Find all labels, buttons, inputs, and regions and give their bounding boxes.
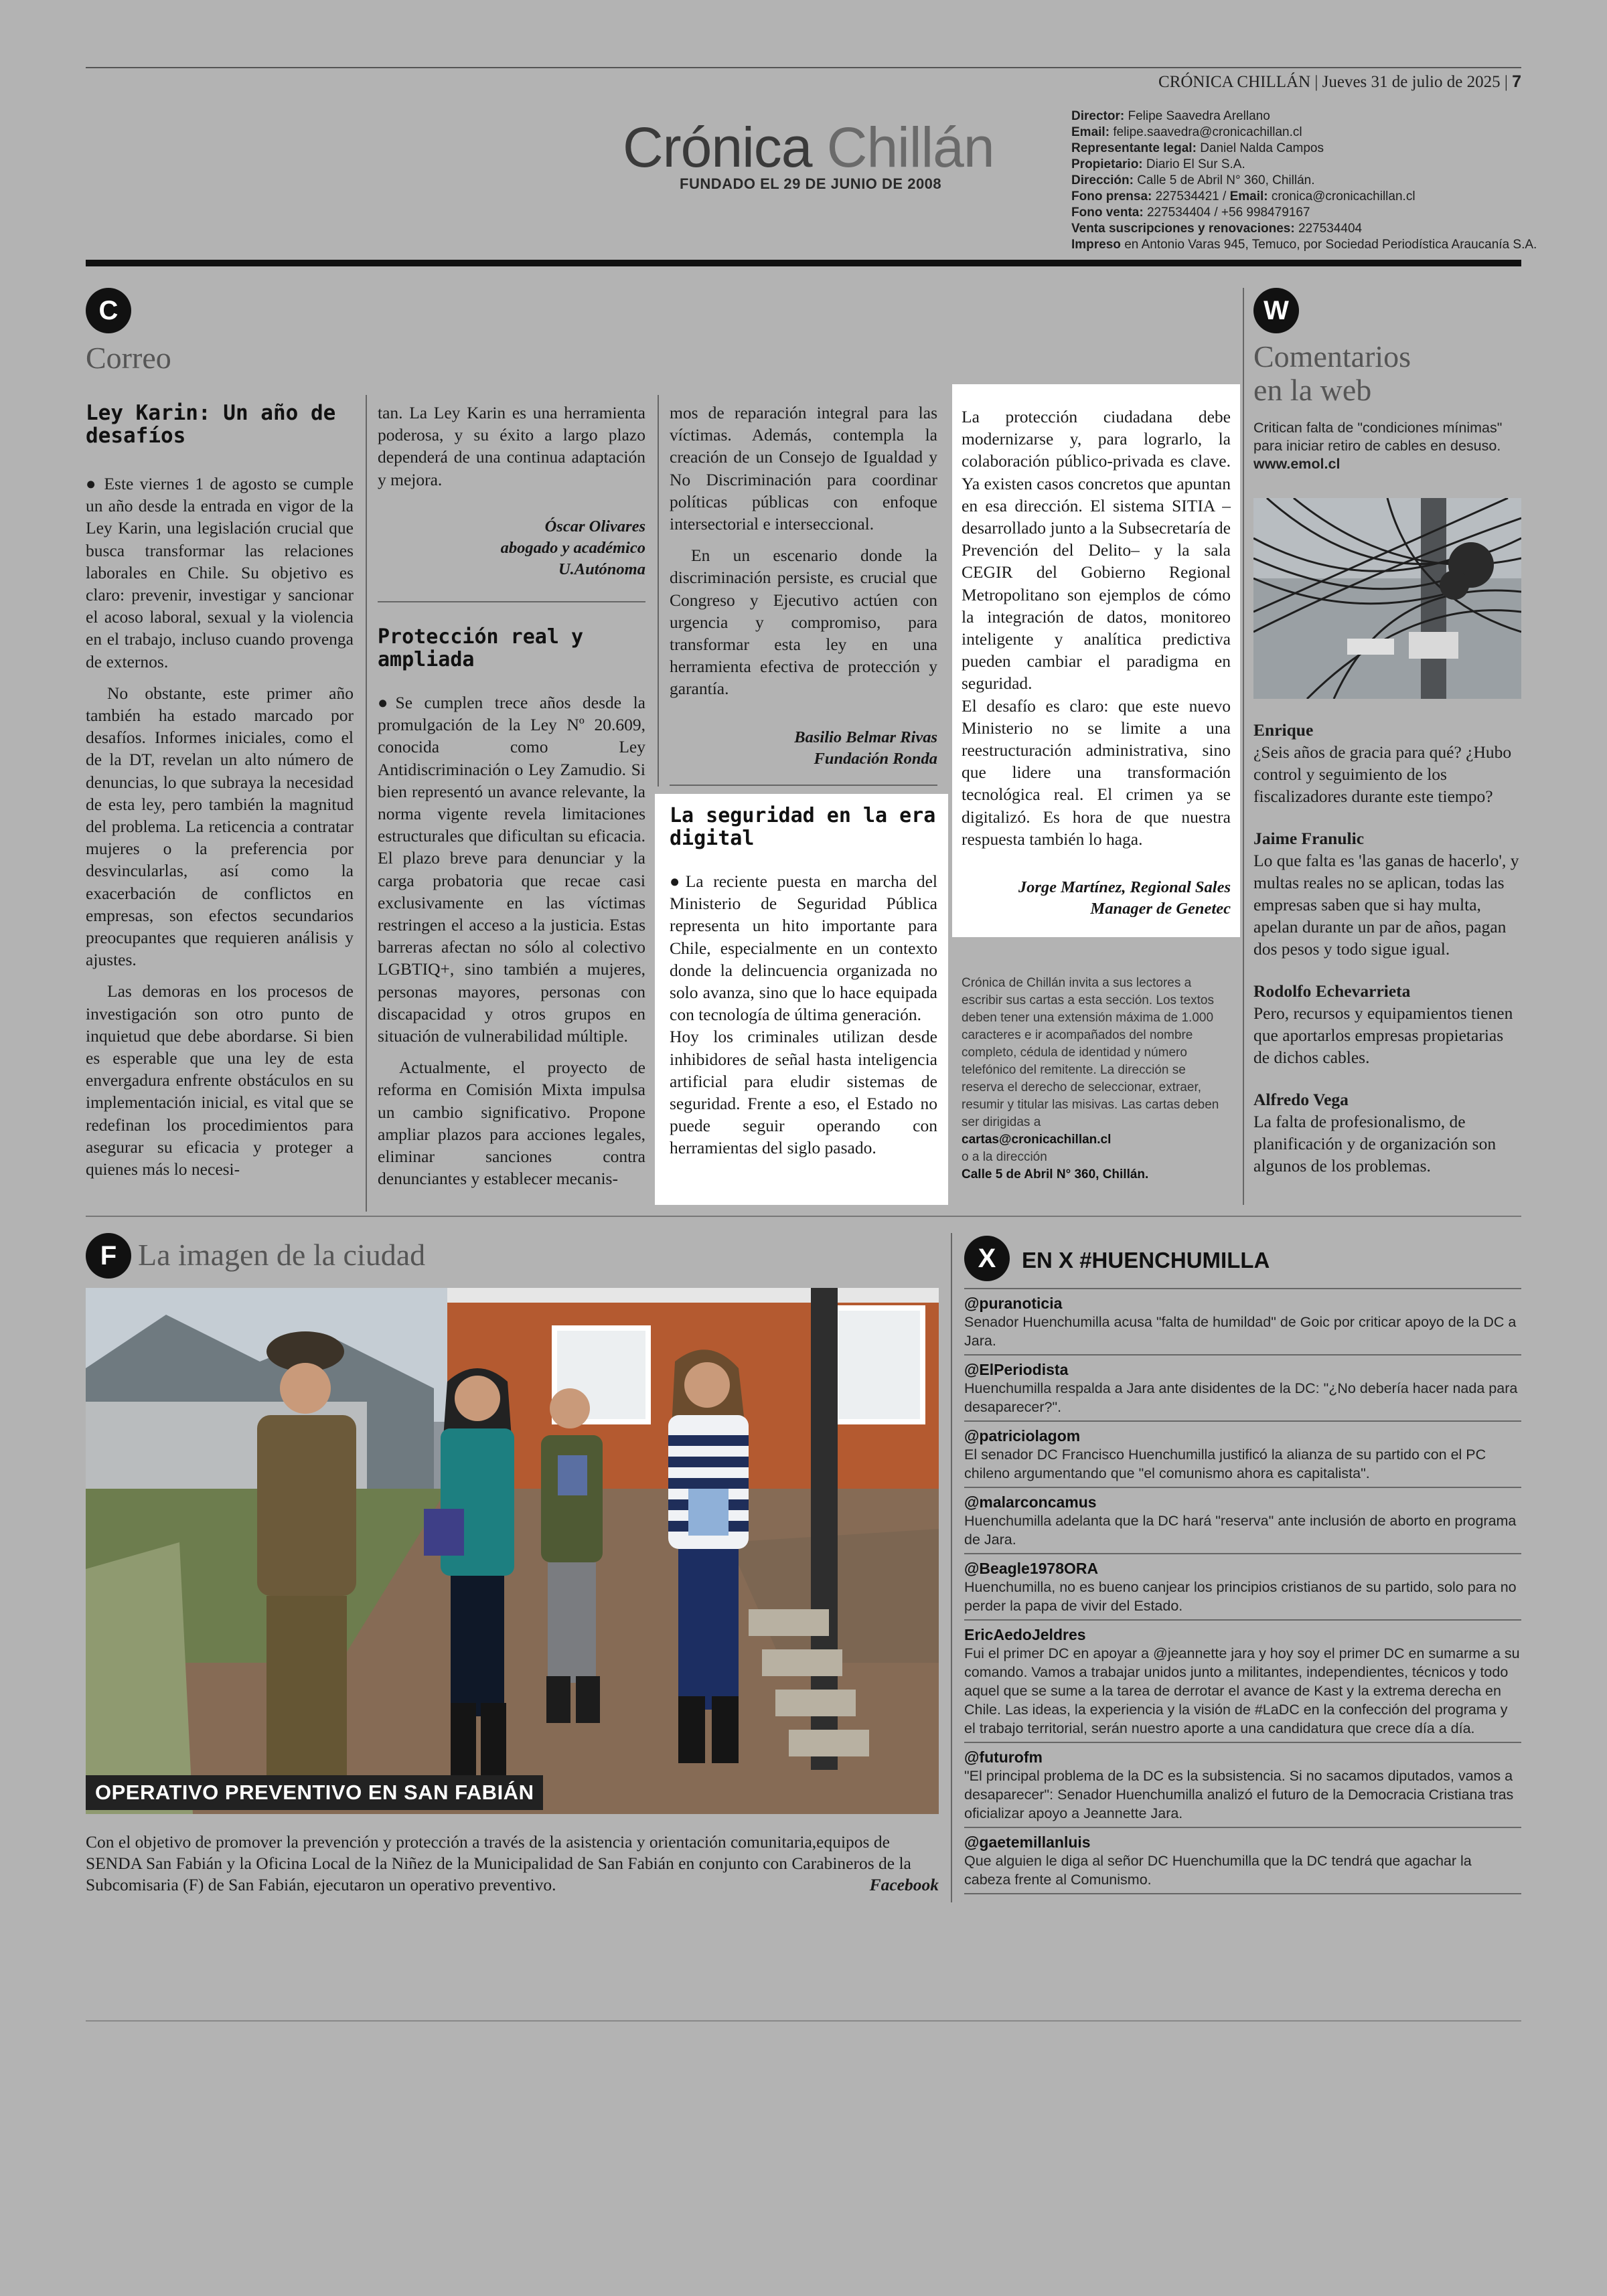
letter-body: [670, 870, 937, 1159]
tweet-text: Huenchumilla respalda a Jara ante disidentes de la DC: "¿No debería hacer nada para desaparecer?".: [964, 1379, 1521, 1422]
notice-email: cartas@cronicachillan.cl: [962, 1133, 1112, 1147]
letter-body: [378, 402, 645, 491]
masthead-printed: Impreso en Antonio Varas 945, Temuco, por Sociedad Periodística Araucanía S.A.: [1071, 238, 1537, 252]
logo-part-2: Chillán: [826, 116, 994, 179]
letter-body: [670, 402, 937, 700]
cables-photo-illustration: [1253, 498, 1521, 699]
tweet: [964, 1554, 1521, 1621]
paragraph: tan. La Ley Karin es una herramienta poderosa, y su éxito a largo plazo dependerá de una continua adaptación y mejora.: [378, 403, 645, 489]
letter-continuation: [378, 402, 645, 580]
column-divider: [951, 1233, 952, 1902]
tweet: [964, 1743, 1521, 1828]
letter-proteccion-continuation: [670, 402, 937, 770]
letter-seguridad: [670, 805, 937, 1159]
signature-belmar: [670, 727, 937, 770]
tweet: [964, 1488, 1521, 1554]
signature-role: abogado y académico: [500, 538, 645, 557]
x-badge: X: [964, 1236, 1010, 1281]
letters-notice: [962, 975, 1229, 1183]
letter-body: [962, 406, 1231, 850]
page-number: 7: [1512, 72, 1521, 91]
tweet-text: Huenchumilla adelanta que la DC hará "reserva" ante inclusión de aborto en programa de Jara.: [964, 1511, 1521, 1554]
photo-caption-label: OPERATIVO PREVENTIVO EN SAN FABIÁN: [86, 1775, 543, 1810]
caption-text: Con el objetivo de promover la prevención y protección a través de la asistencia y orientación comunitaria,equipos de SENDA San Fabián y la Oficina Local de la Niñez de la Municipalidad de San Fabián en conjunto con Carabineros de la Subcomisaria (F) de San Fabián, ejecutaron un operativo preventivo.: [86, 1832, 911, 1894]
letter-separator: [670, 785, 937, 786]
masthead-sales-phone: Fono venta: 227534404 / +56 998479167: [1071, 206, 1310, 220]
letter-body: [378, 691, 645, 1190]
ciudad-caption: [86, 1831, 939, 1896]
tweet-handle[interactable]: @gaetemillanluis: [964, 1833, 1091, 1851]
comment-author: Jaime Franulic: [1253, 829, 1365, 848]
paragraph: No obstante, este primer año también ha estado marcado por desafíos. Informes iniciales, como el de la DT, revelan un alto número de denuncias, lo que subraya la necesidad de esta ley, pero también la magnitud del problema. La reticencia a contratar mujeres o la preferencia por desvincularlas, así como la exacerbación de conflictos en empresas, son efectos secundarios preocupantes que requieren análisis y ajustes.: [86, 683, 354, 970]
photo-credit: Facebook: [869, 1875, 939, 1894]
section-separator: [86, 1216, 1521, 1217]
tweet: [964, 1422, 1521, 1488]
correo-badge: C: [86, 288, 131, 333]
comment-author: Rodolfo Echevarrieta: [1253, 981, 1411, 1001]
tweet: [964, 1289, 1521, 1356]
cables-photo: [1253, 498, 1521, 699]
paragraph: mos de reparación integral para las víctimas. Además, contempla la creación de un Consejo de Igualdad y No Discriminación para coordinar políticas públicas con enfoque intersectorial e interseccional.: [670, 403, 937, 534]
paragraph: ● Este viernes 1 de agosto se cumple un año desde la entrada en vigor de la Ley Karin, una legislación crucial que busca transformar las relaciones laborales en Chile. Su objetivo es claro: prevenir, investigar y sancionar el acoso laboral, sexual y la violencia en el trabajo, incluso cuando provenga de externos.: [86, 474, 354, 671]
tweet-text: Que alguien le diga al señor DC Huenchumilla que la DC tendrá que agachar la cabeza frente al Comunismo.: [964, 1852, 1521, 1894]
letter-seguridad-continuation: [962, 406, 1231, 920]
tweet-handle[interactable]: @malarconcamus: [964, 1493, 1097, 1511]
founded-line: FUNDADO EL 29 DE JUNIO DE 2008: [680, 175, 942, 192]
header-heavy-rule: [86, 260, 1521, 266]
paragraph: En un escenario donde la discriminación persiste, es crucial que Congreso y Ejecutivo actúen con urgencia y compromiso, para transformar esta ley en una herramienta efectiva de protección y garantía.: [670, 546, 937, 699]
comment-text: Pero, recursos y equipamientos tienen que aportarlos empresas propietarias de dichos cables.: [1253, 1003, 1513, 1067]
paragraph: Actualmente, el proyecto de reforma en Comisión Mixta impulsa un cambio significativo. Propone ampliar plazos para acciones legales, eliminar sanciones contra denunciantes y establecer mecanis-: [378, 1058, 645, 1189]
paragraph: Hoy los criminales utilizan desde inhibidores de señal hasta inteligencia artificial para eludir sistemas de seguridad. Frente a eso, el Estado no puede seguir operando con herramientas del siglo pasado.: [670, 1027, 937, 1158]
signature-name: Basilio Belmar Rivas: [794, 728, 937, 746]
tweet-text: Senador Huenchumilla acusa "falta de humildad" de Goic por criticar apoyo de la DC a Jara.: [964, 1313, 1521, 1356]
masthead-press-phone: Fono prensa: 227534421 / Email: cronica@cronicachillan.cl: [1071, 189, 1415, 203]
tweet-handle[interactable]: @puranoticia: [964, 1295, 1063, 1312]
tweet-text: Fui el primer DC en apoyar a @jeannette jara y hoy soy el primer DC en sumarme a su comando. Vamos a trabajar unidos junto a militantes, independientes, técnicos y todo aquel que se sume a la tarea de derrotar el avance de Kast y la extrema derecha en Chile. Las ideas, la experiencia y la visión de #LaDC en la confección del programa y el trabajo territorial, serán nuestro aporte a una candidatura que crece día a día.: [964, 1644, 1521, 1743]
masthead-email: Email: felipe.saavedra@cronicachillan.cl: [1071, 125, 1302, 139]
tweet: [964, 1828, 1521, 1894]
ciudad-photo: [86, 1288, 939, 1814]
ciudad-section-title: La imagen de la ciudad: [138, 1238, 426, 1272]
comment-text: ¿Seis años de gracia para qué? ¿Hubo control y seguimiento de los fiscalizadores durante este tiempo?: [1253, 742, 1512, 806]
running-header: CRÓNICA CHILLÁN | Jueves 31 de julio de 2025 | 7: [1158, 72, 1521, 91]
x-feed: [964, 1288, 1521, 1894]
x-section-title: EN X #HUENCHUMILLA: [1022, 1248, 1270, 1273]
signature-org: U.Autónoma: [558, 560, 645, 578]
notice-address: Calle 5 de Abril N° 360, Chillán.: [962, 1167, 1149, 1181]
tweet-text: "El principal problema de la DC es la subsistencia. Si no sacamos diputados, vamos a desaparecer": Senador Huenchumilla analizó el futuro de la Democracia Cristiana tras oficializar apoyo a Jeannette Jara.: [964, 1767, 1521, 1828]
signature-role: Manager de Genetec: [1090, 900, 1231, 918]
web-comments: [1253, 719, 1521, 1177]
signature-name: Jorge Martínez, Regional Sales: [1018, 878, 1231, 897]
masthead-subscriptions: Venta suscripciones y renovaciones: 227534404: [1071, 222, 1363, 236]
tweet-text: Huenchumilla, no es bueno canjear los principios cristianos de su partido, solo para no perder la papa de vivir del Estado.: [964, 1578, 1521, 1621]
tweet-handle[interactable]: @Beagle1978ORA: [964, 1560, 1099, 1577]
running-title: CRÓNICA CHILLÁN: [1158, 73, 1311, 91]
paragraph: ●La reciente puesta en marcha del Ministerio de Seguridad Pública representa un hito importante para Chile, especialmente en un contexto donde la delincuencia organizada no solo avanza, sino que lo hace equipada con tecnología de última generación.: [670, 872, 937, 1025]
logo-part-1: Crónica: [623, 116, 812, 179]
issue-date: Jueves 31 de julio de 2025: [1322, 73, 1501, 91]
paragraph: Las demoras en los procesos de investigación son otro punto de inquietud que debe abordarse. Si bien es esperable que una ley de esta envergadura enfrente obstáculos en su implementación inicial, es vital que se redefinan los procedimientos para asegurar su eficacia y proteger a quienes más lo necesi-: [86, 981, 354, 1179]
paragraph: La protección ciudadana debe modernizarse y, para lograrlo, la colaboración público-privada es clave. Ya existen casos concretos que apuntan en esa dirección. El sistema SITIA –desarrollado junto a la Subsecretaría de Prevención del Delito– y la sala CEGIR del Gobierno Regional Metropolitano son ejemplos de cómo la integración de datos, monitoreo inteligente y analítica predictiva pueden cambiar el paradigma en seguridad.: [962, 407, 1231, 693]
letter-separator: [378, 601, 645, 602]
web-title-line2: en la web: [1253, 373, 1372, 407]
letter-headline: La seguridad en la era digital: [670, 804, 936, 850]
paragraph: El desafío es claro: que este nuevo Ministerio no se limite a una reestructuración administrativa, sino que lidere una transformación tecnológica real. El crimen ya se digitalizó. Es hora de que nuestra respuesta también lo haga.: [962, 695, 1231, 849]
column-divider: [366, 395, 367, 1212]
column-divider: [1243, 288, 1244, 1205]
web-badge: W: [1253, 288, 1299, 333]
signature-org: Fundación Ronda: [814, 749, 937, 768]
masthead-legal-rep: Representante legal: Daniel Nalda Campos: [1071, 141, 1324, 155]
paragraph: ●Se cumplen trece años desde la promulgación de la Ley Nº 20.609, conocida como Ley Antidiscriminación o Ley Zamudio. Si bien representó un avance relevante, la norma vigente revela limitaciones estructurales que dificultan su eficacia. El plazo breve para denunciar y la carga probatoria que recae casi exclusivamente en las víctimas restringen el acceso a la justicia. Estas barreras afectan no sólo al colectivo LGBTIQ+, sino también a mujeres, personas mayores, personas con discapacidad y otros grupos en situación de vulnerabilidad múltiple.: [378, 693, 645, 1046]
notice-text: Crónica de Chillán invita a sus lectores a escribir sus cartas a esta sección. Los textos deben tener una extensión máxima de 1.000 caracteres e ir acompañados del nombre completo, cédula de identidad y número telefónico del remitente. La dirección se reserva el derecho de seleccionar, extraer, resumir y titular las misivas. Las cartas deben ser dirigidas a: [962, 976, 1219, 1129]
tweet-handle[interactable]: @patriciolagom: [964, 1427, 1081, 1445]
tweet-text: El senador DC Francisco Huenchumilla justificó la alianza de su partido con el PC chileno argumentando que "el comunismo ahora es capitalista".: [964, 1445, 1521, 1488]
comment-author: Enrique: [1253, 720, 1314, 740]
comment-text: La falta de profesionalismo, de planificación y de organización son algunos de los problemas.: [1253, 1112, 1497, 1175]
comment-text: Lo que falta es 'las ganas de hacerlo', y multas reales no se aplican, todas las empresas saben que si hay multa, apelan durante un par de años, pagan dos pesos y todo sigue igual.: [1253, 851, 1519, 959]
web-title-line1: Comentarios: [1253, 339, 1411, 374]
bottom-rule: [86, 2020, 1521, 2022]
masthead-address: Dirección: Calle 5 de Abril N° 360, Chillán.: [1071, 173, 1315, 187]
comment-author: Alfredo Vega: [1253, 1090, 1349, 1109]
letter-headline: Ley Karin: Un año de desafíos: [86, 401, 336, 448]
top-rule: [86, 67, 1521, 68]
ciudad-badge: F: [86, 1233, 131, 1279]
letter-ley-karin: [86, 402, 354, 1180]
web-source[interactable]: www.emol.cl: [1253, 456, 1341, 472]
newspaper-logo: [623, 115, 994, 180]
tweet: [964, 1356, 1521, 1422]
masthead-director: Director: Felipe Saavedra Arellano: [1071, 109, 1270, 123]
ciudad-photo-illustration: [86, 1288, 939, 1814]
letter-headline: Protección real y ampliada: [378, 625, 584, 671]
web-lead-text: Critican falta de "condiciones mínimas" para iniciar retiro de cables en desuso.: [1253, 420, 1503, 454]
masthead: [1071, 108, 1537, 253]
web-section-title: [1253, 340, 1411, 407]
signature-name: Óscar Olivares: [544, 517, 645, 536]
column-divider: [658, 395, 659, 787]
tweet-handle[interactable]: @futurofm: [964, 1748, 1043, 1766]
signature-olivares: [378, 516, 645, 580]
tweet-handle[interactable]: @ElPeriodista: [964, 1361, 1069, 1378]
tweet: [964, 1621, 1521, 1743]
notice-or: o a la dirección: [962, 1150, 1047, 1164]
web-lead: [1253, 419, 1521, 473]
masthead-owner: Propietario: Diario El Sur S.A.: [1071, 157, 1245, 171]
tweet-handle[interactable]: EricAedoJeldres: [964, 1626, 1086, 1643]
letter-body: [86, 473, 354, 1180]
correo-section-title: Correo: [86, 341, 171, 375]
letter-proteccion: [378, 626, 645, 1190]
signature-martinez: [962, 877, 1231, 920]
